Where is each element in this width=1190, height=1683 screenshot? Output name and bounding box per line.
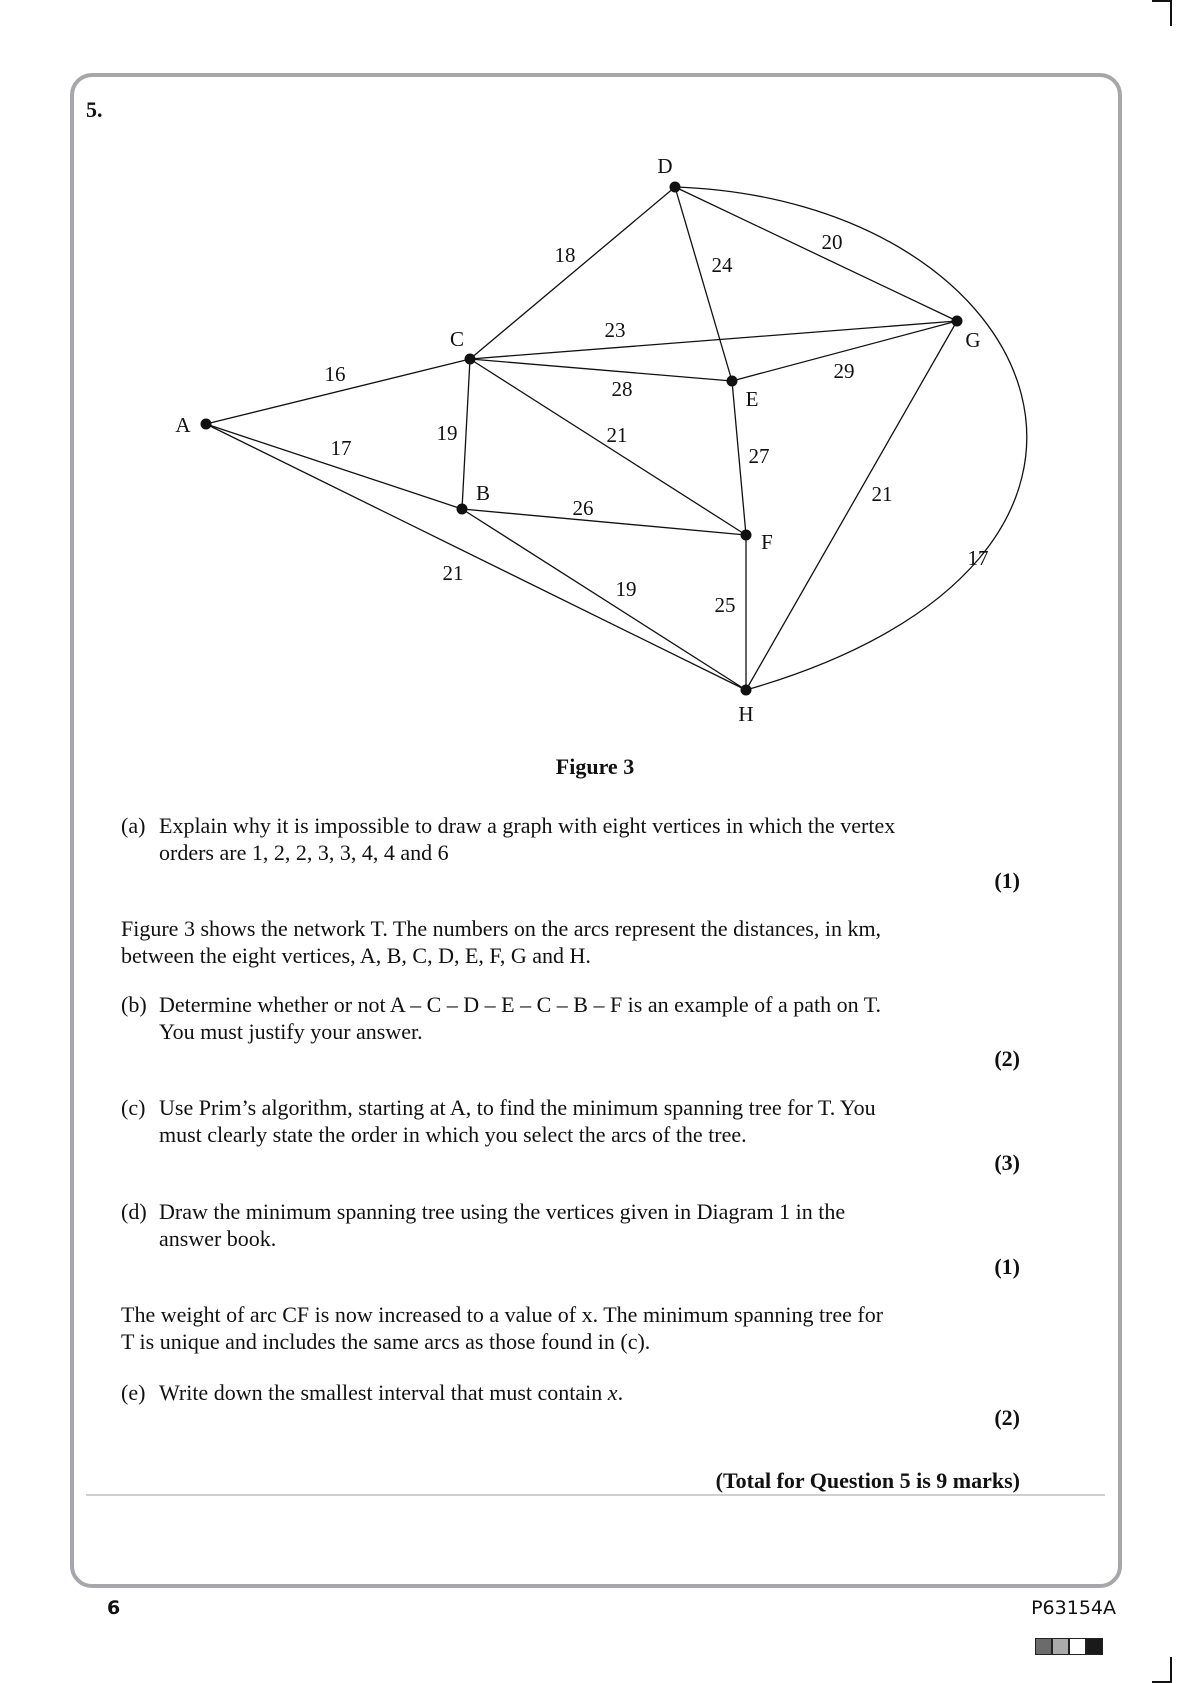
divider xyxy=(86,1494,1105,1496)
arc-c-d xyxy=(470,187,675,359)
intro-line: Figure 3 shows the network T. The numbers on the arcs represent the distances, in km, xyxy=(121,916,882,941)
vertex-label: D xyxy=(657,154,673,178)
arc-weight-label: 16 xyxy=(324,362,346,386)
vertex-g xyxy=(952,316,963,327)
vertex-b xyxy=(457,504,468,515)
arc-weight-label: 27 xyxy=(748,444,770,468)
vertex-h xyxy=(741,685,752,696)
arc-weight-label: 23 xyxy=(604,318,626,342)
arc-weight-label: 21 xyxy=(871,482,893,506)
vertex-label: B xyxy=(475,481,491,505)
arc-weight-label: 19 xyxy=(615,577,637,601)
vertex-d xyxy=(670,182,681,193)
arc-c-b xyxy=(462,359,470,509)
arc-weight-label: 28 xyxy=(611,377,633,401)
arc-weight-label: 17 xyxy=(330,436,352,460)
arc-b-h xyxy=(462,509,746,690)
arc-e-f xyxy=(732,381,746,535)
part-d-label: (d) xyxy=(121,1199,147,1224)
part-d-marks: (1) xyxy=(994,1254,1020,1279)
arc-b-f xyxy=(462,509,746,535)
vertex-label: A xyxy=(175,413,191,437)
part-c-label: (c) xyxy=(121,1095,146,1120)
arc-weight-label: 19 xyxy=(436,421,458,445)
part-d-line: Draw the minimum spanning tree using the vertices given in Diagram 1 in the xyxy=(159,1199,846,1224)
arc-weight-label: 17 xyxy=(967,546,989,570)
part-e-line xyxy=(159,1379,623,1406)
arc-weight-label: 21 xyxy=(442,561,464,585)
arc-a-h xyxy=(206,424,746,690)
intro-line: between the eight vertices, A, B, C, D, E, F, G and H. xyxy=(121,943,591,968)
vertex-a xyxy=(201,419,212,430)
part-d-line: answer book. xyxy=(159,1226,277,1251)
part-e-label: (e) xyxy=(121,1380,146,1405)
part-a-line: orders are 1, 2, 2, 3, 3, 4, 4 and 6 xyxy=(159,840,449,865)
arc-weight-label: 29 xyxy=(833,359,855,383)
page-number: 6 xyxy=(107,1597,121,1619)
vertex-f xyxy=(741,530,752,541)
part-c-line: must clearly state the order in which you select the arcs of the tree. xyxy=(159,1122,747,1147)
figure-caption: Figure 3 xyxy=(555,754,635,779)
part-b-label: (b) xyxy=(121,992,147,1017)
part-a-label: (a) xyxy=(121,813,146,838)
total-marks: (Total for Question 5 is 9 marks) xyxy=(715,1468,1020,1493)
part-e-text: Write down the smallest interval that must contain xyxy=(159,1380,608,1405)
part-b-line: You must justify your answer. xyxy=(159,1019,423,1044)
arc-weight-label: 25 xyxy=(714,593,736,617)
vertex-label: H xyxy=(738,702,754,726)
arc-weight-label: 26 xyxy=(572,496,594,520)
network-figure xyxy=(0,0,1190,780)
part-e-marks: (2) xyxy=(994,1405,1020,1430)
part-a-marks: (1) xyxy=(994,868,1020,893)
intro2-line: T is unique and includes the same arcs as those found in (c). xyxy=(121,1329,651,1354)
part-a-line: Explain why it is impossible to draw a graph with eight vertices in which the vertex xyxy=(159,813,896,838)
paper-code: P63154A xyxy=(1031,1597,1116,1619)
vertex-label: G xyxy=(965,328,981,352)
arc-c-f xyxy=(470,359,746,535)
vertex-c xyxy=(465,354,476,365)
part-b-marks: (2) xyxy=(994,1046,1020,1071)
question-number: 5. xyxy=(86,97,103,122)
arc-weight-label: 21 xyxy=(606,423,628,447)
arc-weight-label: 20 xyxy=(821,230,843,254)
vertex-label: E xyxy=(745,387,759,411)
arc-weight-label: 24 xyxy=(711,253,733,277)
part-e-variable: x xyxy=(607,1380,618,1405)
part-b-line: Determine whether or not A – C – D – E – C – B – F is an example of a path on T. xyxy=(159,992,882,1017)
arc-weight-label: 18 xyxy=(554,243,576,267)
intro2-line: The weight of arc CF is now increased to a value of x. The minimum spanning tree for xyxy=(121,1302,884,1327)
part-c-line: Use Prim’s algorithm, starting at A, to find the minimum spanning tree for T. You xyxy=(159,1095,876,1120)
part-e-end: . xyxy=(617,1380,624,1405)
part-c-marks: (3) xyxy=(994,1150,1020,1175)
vertex-label: C xyxy=(449,327,465,351)
vertex-label: F xyxy=(761,530,773,554)
arc-d-e xyxy=(675,187,732,381)
arc-c-e xyxy=(470,359,732,381)
vertex-e xyxy=(727,376,738,387)
